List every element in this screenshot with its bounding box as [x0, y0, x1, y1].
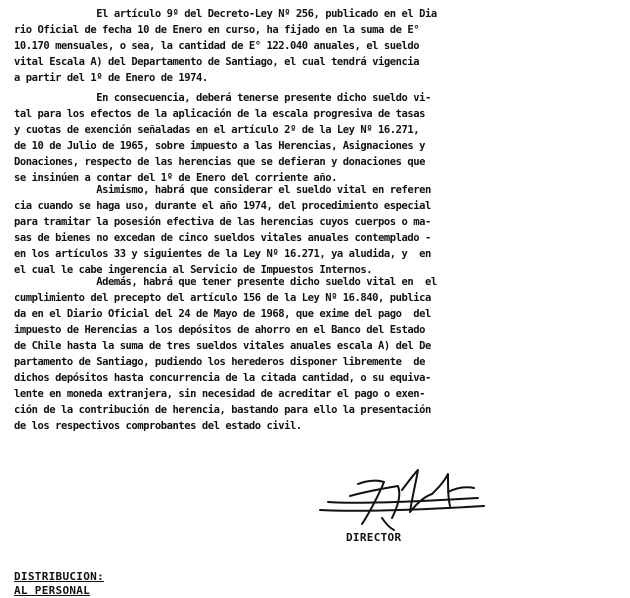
text-line: se insinúen a contar del 1º de Enero del corriente año.	[14, 172, 337, 184]
signature-stroke	[328, 498, 478, 503]
text-line: dichos depósitos hasta concurrencia de la citada cantidad, o su equiva-	[14, 372, 431, 384]
distribution-block	[14, 570, 104, 598]
text-line: impuesto de Herencias a los depósitos de ahorro en el Banco del Estado	[14, 324, 426, 336]
text-line: a partir del 1º de Enero de 1974.	[14, 72, 208, 84]
handwritten-signature	[298, 452, 498, 532]
text-line: Asimismo, habrá que considerar el sueldo vital en referen	[14, 184, 431, 196]
signature-stroke	[448, 487, 474, 492]
text-line: de Chile hasta la suma de tres sueldos vitales anuales escala A) del De	[14, 340, 431, 352]
text-line: partamento de Santiago, pudiendo los herederos disponer libremente de	[14, 356, 426, 368]
text-line: sas de bienes no excedan de cinco sueldos vitales anuales contemplado -	[14, 232, 431, 244]
text-line: tal para los efectos de la aplicación de la escala progresiva de tasas	[14, 108, 426, 120]
text-line: Donaciones, respecto de las herencias que se defieran y donaciones que	[14, 156, 426, 168]
text-line: vital Escala A) del Departamento de Santiago, el cual tendrá vigencia	[14, 56, 420, 68]
text-line: y cuotas de exención señaladas en el artículo 2º de la Ley Nº 16.271,	[14, 124, 420, 136]
paragraph-inheritance-tax	[14, 90, 626, 186]
text-line: para tramitar la posesión efectiva de las herencias cuyos cuerpos o ma-	[14, 216, 431, 228]
distribution-heading: DISTRIBUCION:	[14, 570, 104, 583]
text-line: Además, habrá que tener presente dicho sueldo vital en el	[14, 276, 437, 288]
distribution-recipient: AL PERSONAL	[14, 584, 91, 597]
text-line: 10.170 mensuales, o sea, la cantidad de E° 122.040 anuales, el sueldo	[14, 40, 420, 52]
text-line: cia cuando se haga uso, durante el año 1974, del procedimiento especial	[14, 200, 431, 212]
text-line: en los artículos 33 y siguientes de la Ley Nº 16.271, ya aludida, y en	[14, 248, 431, 260]
text-line: de los respectivos comprobantes del estado civil.	[14, 420, 302, 432]
paragraph-special-procedure	[14, 182, 626, 278]
text-line: da en el Diario Oficial del 24 de Mayo de 1968, que exime del pago del	[14, 308, 431, 320]
text-line: cumplimiento del precepto del artículo 156 de la Ley Nº 16.840, publica	[14, 292, 431, 304]
signature-stroke	[402, 470, 432, 512]
text-line: lente en moneda extranjera, sin necesidad de acreditar el pago o exen-	[14, 388, 426, 400]
text-line: rio Oficial de fecha 10 de Enero en curso, ha fijado en la suma de E°	[14, 24, 420, 36]
signature-title: DIRECTOR	[346, 531, 402, 544]
paragraph-decree-salary	[14, 6, 626, 86]
signature-stroke	[320, 506, 484, 511]
text-line: ción de la contribución de herencia, bastando para ello la presentación	[14, 404, 431, 416]
text-line: En consecuencia, deberá tenerse presente dicho sueldo vi-	[14, 92, 431, 104]
text-line: de 10 de Julio de 1965, sobre impuesto a las Herencias, Asignaciones y	[14, 140, 426, 152]
signature-stroke	[382, 518, 394, 530]
text-line: El artículo 9º del Decreto-Ley Nº 256, publicado en el Dia	[14, 8, 437, 20]
text-line: el cual le cabe ingerencia al Servicio de Impuestos Internos.	[14, 264, 373, 276]
paragraph-savings-deposits	[14, 274, 626, 434]
